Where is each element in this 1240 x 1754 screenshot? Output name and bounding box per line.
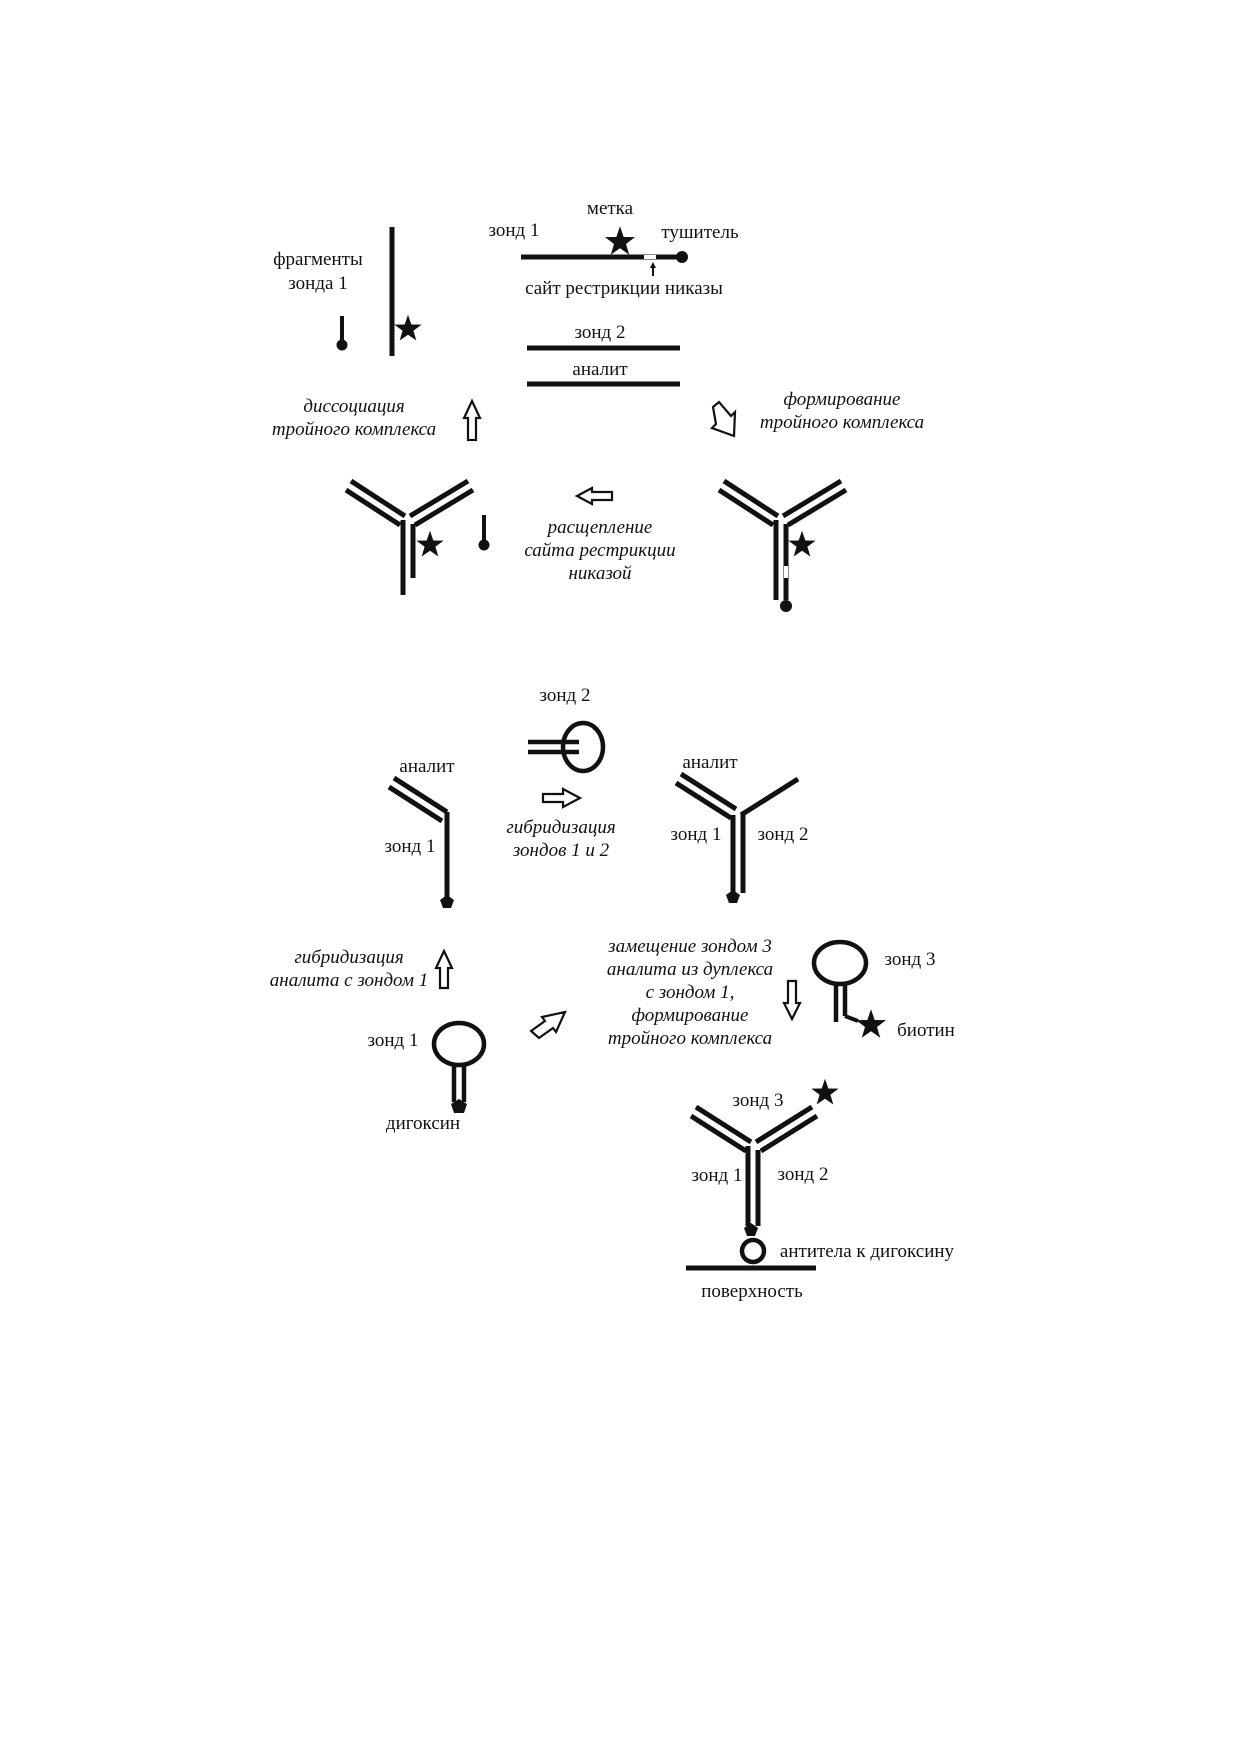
step-hybridization-probes	[506, 789, 615, 861]
surface-label: поверхность	[701, 1281, 803, 1302]
nick-site-label: сайт рестрикции никазы	[525, 278, 723, 299]
cleavage-label-line1: расщепление	[547, 517, 653, 538]
probe3-loop	[814, 942, 866, 984]
tag-label: метка	[586, 198, 634, 219]
quencher-dot-icon	[780, 600, 792, 612]
probe2-analyte-pair	[527, 322, 680, 384]
dissociation-label-line1: диссоциация	[303, 396, 405, 417]
y-complex-intact	[719, 481, 846, 600]
quencher-dot-icon	[337, 340, 348, 351]
to-probe1-arrow-icon	[531, 1012, 565, 1038]
probe2-right-label: зонд 2	[757, 824, 809, 845]
hybridization-probes-line2: зондов 1 и 2	[512, 840, 610, 861]
probe2-loop	[563, 723, 603, 771]
nick-site-marker	[784, 566, 788, 578]
hybridization-probes-arrow-icon	[543, 789, 580, 807]
formation-label-line2: тройного комплекса	[759, 412, 925, 433]
displacement-line1: замещение зондом 3	[608, 936, 772, 957]
nick-site-marker	[644, 255, 656, 259]
hybridization-analyte-line2: аналита с зондом 1	[269, 970, 429, 991]
fragments-label-line1: фрагменты	[273, 249, 363, 270]
quencher-dot-icon	[479, 540, 490, 551]
surface-complex	[686, 1079, 955, 1302]
dissociation-arrow-icon	[464, 401, 480, 440]
tag-star-icon	[394, 315, 421, 341]
analyte-probe1-probe2-complex	[671, 752, 809, 903]
y-complex-cleaved	[346, 481, 473, 595]
quencher-label: тушитель	[661, 222, 739, 243]
tag-star-icon	[605, 226, 635, 254]
displacement-arrow-icon	[784, 981, 800, 1019]
step-displacement	[531, 936, 800, 1049]
hybridization-analyte-arrow-icon	[436, 951, 452, 988]
step-hybridization-analyte	[270, 947, 452, 991]
probe1-hairpin	[368, 1023, 484, 1134]
probe2-hairpin	[528, 685, 603, 771]
probe3-hairpin	[814, 942, 955, 1041]
probe1-right-label: зонд 1	[670, 824, 722, 845]
dissociation-label-line2: тройного комплекса	[271, 419, 437, 440]
tag-star-icon	[788, 531, 815, 557]
probe1-linear	[489, 198, 739, 299]
analyte-left-label: аналит	[399, 756, 455, 777]
step-dissociation	[272, 396, 480, 440]
analyte-right-label: аналит	[682, 752, 738, 773]
probe1-left-label: зонд 1	[384, 836, 436, 857]
biotin-star-icon	[856, 1009, 886, 1037]
cleavage-label-line2: сайта рестрикции	[524, 540, 676, 561]
formation-label-line1: формирование	[783, 389, 901, 410]
tag-star-icon	[416, 531, 443, 557]
diagram-1	[272, 198, 924, 612]
hybridization-probes-line1: гибридизация	[506, 817, 616, 838]
step-cleavage	[524, 488, 675, 584]
displacement-line4: формирование	[631, 1005, 749, 1026]
probe1-loop	[434, 1023, 484, 1065]
probe3-final-label: зонд 3	[732, 1090, 784, 1111]
cleavage-arrow-icon	[577, 488, 612, 504]
digoxin-pentagon-icon	[726, 890, 740, 903]
probe3-hairpin-label: зонд 3	[884, 949, 936, 970]
digoxin-pentagon-icon	[440, 895, 454, 908]
formation-arrow-icon	[712, 402, 735, 436]
digoxin-label: дигоксин	[385, 1113, 461, 1134]
step-formation	[712, 389, 924, 436]
antibody-circle-icon	[742, 1240, 764, 1262]
diagram-2	[270, 685, 955, 1302]
displacement-line3: с зондом 1,	[645, 982, 735, 1003]
probe1-fragments	[273, 227, 421, 356]
probe2-hairpin-label: зонд 2	[539, 685, 591, 706]
fragments-label-line2: зонда 1	[288, 273, 348, 294]
analyte-probe1-duplex	[385, 756, 456, 908]
displacement-line2: аналита из дуплекса	[606, 959, 774, 980]
biotin-star-icon	[811, 1079, 838, 1105]
analyte-label: аналит	[572, 359, 628, 380]
nick-site-arrowhead-icon	[650, 262, 656, 268]
antibodies-label: антитела к дигоксину	[779, 1241, 955, 1262]
hybridization-analyte-line1: гибридизация	[294, 947, 404, 968]
probe1-final-label: зонд 1	[691, 1165, 743, 1186]
quencher-dot-icon	[676, 251, 688, 263]
probe1-hairpin-label: зонд 1	[367, 1030, 419, 1051]
probe2-final-label: зонд 2	[777, 1164, 829, 1185]
biotin-label: биотин	[897, 1020, 955, 1041]
probe2-label: зонд 2	[574, 322, 626, 343]
cleavage-label-line3: никазой	[568, 563, 632, 584]
displacement-line5: тройного комплекса	[607, 1028, 773, 1049]
probe1-label: зонд 1	[488, 220, 540, 241]
